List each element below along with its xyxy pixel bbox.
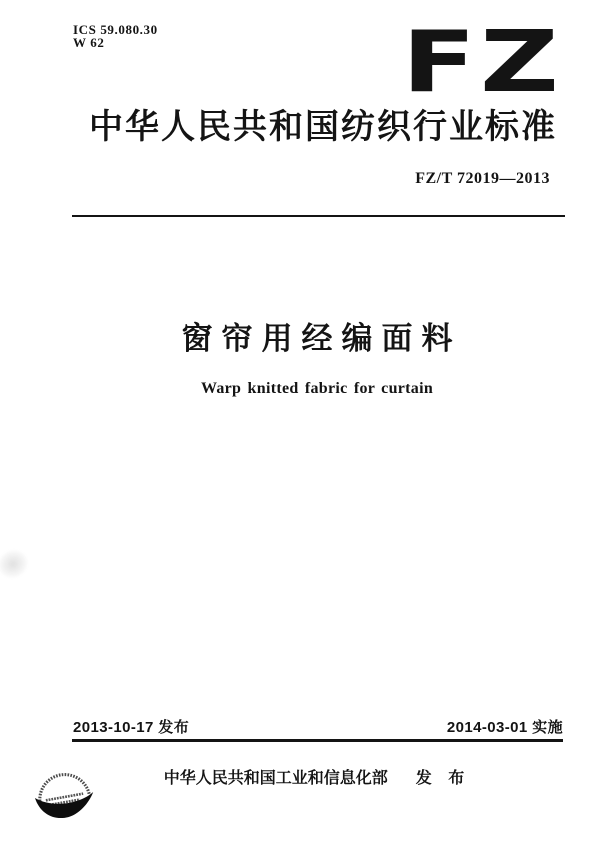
scan-smudge-artifact xyxy=(0,537,40,590)
document-title-chinese: 窗帘用经编面料 xyxy=(181,321,462,356)
standard-family-title: 中华人民共和国纺织行业标准 xyxy=(89,108,557,146)
implementation-date: 2014-03-01 实施 xyxy=(446,719,563,736)
ics-code: ICS 59.080.30 xyxy=(73,22,158,37)
dates-row xyxy=(73,716,563,737)
watermark-seal-icon xyxy=(31,763,99,821)
ics-classification-block xyxy=(73,23,158,49)
standard-number: FZ/T 72019—2013 xyxy=(415,170,550,187)
publisher-name: 中华人民共和国工业和信息化部 xyxy=(163,770,388,787)
header-divider-rule xyxy=(72,215,565,217)
fz-standard-logo: FZ xyxy=(402,13,563,112)
footer-divider-rule xyxy=(72,739,563,742)
publish-action-label: 发 布 xyxy=(415,770,471,787)
document-title-english: Warp knitted fabric for curtain xyxy=(200,380,434,397)
issue-date: 2013-10-17 发布 xyxy=(73,719,190,736)
classification-code: W 62 xyxy=(73,35,105,50)
publisher-line xyxy=(72,765,562,788)
